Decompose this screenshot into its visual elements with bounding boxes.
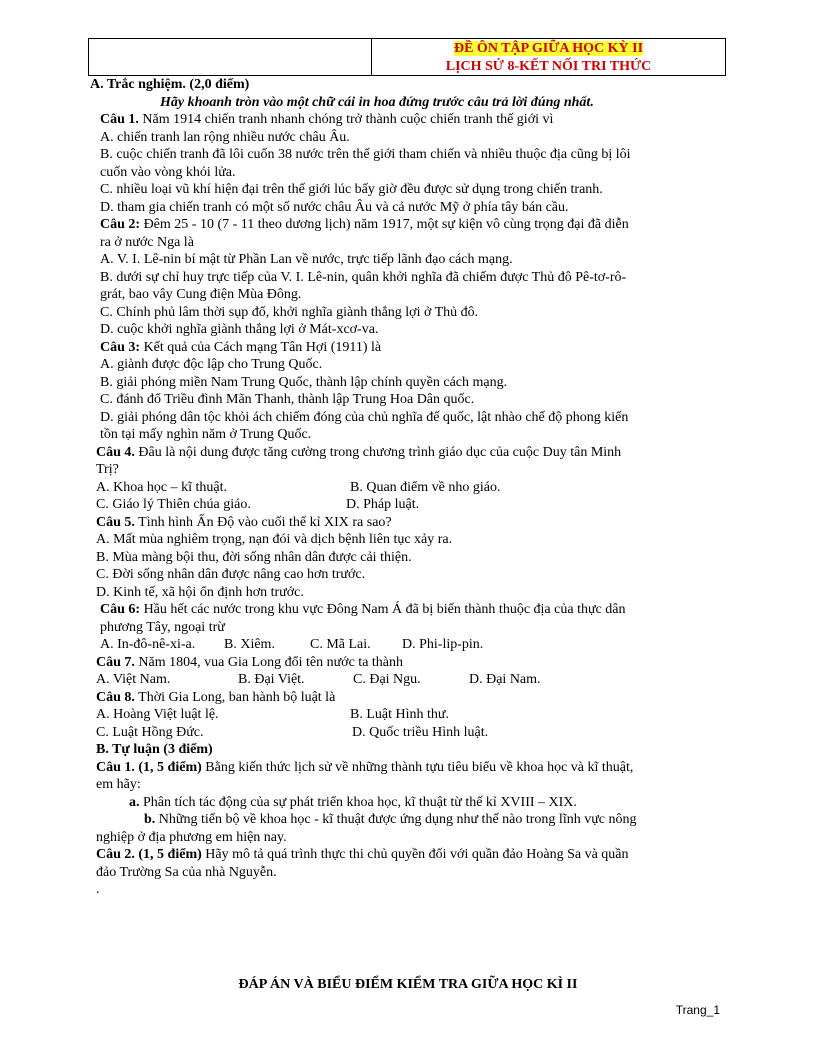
q7-option-b: B. Đại Việt.	[238, 672, 305, 687]
question-6-cont: phương Tây, ngoại trừ	[100, 619, 225, 635]
exam-title: ĐỀ ÔN TẬP GIỮA HỌC KỲ II	[453, 41, 644, 56]
q2-option-a: A. V. I. Lê-nin bí mật từ Phần Lan về nước, trực tiếp lãnh đạo cách mạng.	[100, 252, 513, 267]
question-label: Câu 3:	[100, 339, 141, 355]
q6-option-d: D. Phi-lip-pin.	[402, 637, 484, 652]
question-label: Câu 2:	[100, 217, 141, 232]
question-1	[100, 111, 722, 129]
question-2	[100, 216, 722, 234]
q2-option-b: B. dưới sự chỉ huy trực tiếp của V. I. Lê-nin, quân khởi nghĩa đã chiếm được Thủ đô Pê-tơ-rô-	[100, 269, 627, 285]
subject-title: LỊCH SỬ 8-KẾT NỐI TRI THỨC	[445, 59, 652, 74]
question-text: Thời Gia Long, ban hành bộ luật là	[134, 689, 336, 705]
q4-option-d: D. Pháp luật.	[346, 497, 420, 512]
q7-option-a: A. Việt Nam.	[96, 672, 171, 687]
question-7	[96, 654, 722, 672]
q3-option-a: A. giành được độc lập cho Trung Quốc.	[100, 357, 323, 372]
essay-question-1-cont: em hãy:	[96, 777, 141, 792]
essay-q1-part-b	[96, 811, 722, 829]
question-4	[96, 444, 722, 462]
q3-option-b: B. giải phóng miền Nam Trung Quốc, thành lập chính quyền cách mạng.	[100, 374, 508, 390]
question-text: Kết quả của Cách mạng Tân Hợi (1911) là	[140, 339, 382, 355]
exam-content	[90, 76, 722, 899]
q1-option-a: A. chiến tranh lan rộng nhiều nước châu Âu.	[100, 129, 350, 145]
q2-option-d: D. cuộc khởi nghĩa giành thắng lợi ở Mát-xcơ-va.	[100, 322, 379, 337]
q8-option-c: C. Luật Hồng Đức.	[96, 724, 204, 740]
question-label: Câu 7.	[96, 654, 135, 670]
q6-option-a: A. In-đô-nê-xi-a.	[100, 637, 196, 652]
section-a-instruction: Hãy khoanh tròn vào một chữ cái in hoa đứng trước câu trả lời đúng nhất.	[160, 94, 594, 110]
q8-option-d: D. Quốc triều Hình luật.	[352, 724, 489, 740]
question-6	[100, 601, 722, 619]
q6-option-c: C. Mã Lai.	[310, 637, 371, 652]
question-label: Câu 1.	[100, 112, 139, 127]
page-number: Trang_1	[675, 1003, 720, 1017]
section-b-title: B. Tự luận (3 điểm)	[96, 742, 213, 757]
part-label: b.	[144, 812, 156, 827]
header-right-cell	[372, 39, 726, 76]
question-text: Bằng kiến thức lịch sử về những thành tựu tiêu biểu về khoa học và kĩ thuật,	[201, 759, 634, 775]
essay-question-2-cont: đảo Trường Sa của nhà Nguyễn.	[96, 864, 277, 880]
answer-key-title: ĐÁP ÁN VÀ BIỂU ĐIỂM KIỂM TRA GIỮA HỌC KÌ II	[238, 977, 578, 992]
q1-option-d: D. tham gia chiến tranh có một số nước châu Âu và cả nước Mỹ ở phía tây bán cầu.	[100, 199, 569, 215]
q1-option-c: C. nhiều loại vũ khí hiện đại trên thế giới lúc bấy giờ đều được sử dụng trong chiến tranh.	[100, 182, 603, 197]
q6-option-b: B. Xiêm.	[224, 637, 275, 652]
q4-options-ab	[96, 479, 722, 497]
q4-options-cd	[96, 496, 722, 514]
question-label: Câu 2. (1, 5 điểm)	[96, 847, 202, 862]
question-text: Đêm 25 - 10 (7 - 11 theo dương lịch) năm 1917, một sự kiện vô cùng trọng đại đã diễn	[140, 217, 629, 232]
q2-option-b-cont: grát, bao vây Cung điện Mùa Đông.	[100, 287, 302, 302]
question-text: Hầu hết các nước trong khu vực Đông Nam Á đã bị biến thành thuộc địa của thực dân	[140, 602, 626, 617]
essay-q1-part-a	[96, 794, 722, 812]
header-left-cell	[89, 39, 372, 76]
q7-option-c: C. Đại Ngu.	[353, 672, 421, 687]
essay-q1-part-b-cont: nghiệp ở địa phương em hiện nay.	[96, 829, 287, 845]
q6-options	[100, 636, 722, 654]
question-text: Năm 1804, vua Gia Long đổi tên nước ta thành	[134, 654, 404, 670]
q7-option-d: D. Đại Nam.	[469, 672, 541, 687]
question-label: Câu 5.	[96, 514, 135, 530]
q8-options-ab	[96, 706, 722, 724]
question-5	[96, 514, 722, 532]
essay-question-1	[96, 759, 722, 777]
q4-option-b: B. Quan điểm về nho giáo.	[350, 479, 501, 495]
q1-option-b-cont: cuốn vào vòng khói lửa.	[100, 164, 236, 180]
part-text: Những tiến bộ về khoa học - kĩ thuật được ứng dụng như thế nào trong lĩnh vực nông	[155, 812, 637, 827]
q4-option-a: A. Khoa học – kĩ thuật.	[96, 479, 228, 495]
question-text: Tình hình Ấn Độ vào cuối thế kỉ XIX ra sao?	[134, 514, 392, 530]
q4-option-c: C. Giáo lý Thiên chúa giáo.	[96, 497, 251, 512]
q5-option-b: B. Mùa màng bội thu, đời sống nhân dân được cải thiện.	[96, 549, 412, 565]
question-label: Câu 8.	[96, 689, 135, 705]
question-label: Câu 4.	[96, 444, 135, 460]
q2-option-c: C. Chính phủ lâm thời sụp đổ, khởi nghĩa giành thắng lợi ở Thủ đô.	[100, 304, 479, 320]
section-a-title: A. Trắc nghiệm. (2,0 điểm)	[90, 77, 250, 92]
q5-option-d: D. Kinh tế, xã hội ổn định hơn trước.	[96, 584, 304, 600]
question-label: Câu 6:	[100, 602, 141, 617]
part-text: Phân tích tác động của sự phát triển khoa học, kĩ thuật từ thế kỉ XVIII – XIX.	[139, 794, 577, 810]
question-2-cont: ra ở nước Nga là	[100, 234, 194, 250]
trailing-dot: .	[96, 882, 100, 897]
q8-option-b: B. Luật Hình thư.	[350, 707, 449, 722]
q5-option-c: C. Đời sống nhân dân được nâng cao hơn trước.	[96, 567, 366, 582]
header-table	[88, 38, 726, 76]
question-8	[96, 689, 722, 707]
part-label: a.	[129, 794, 140, 810]
q8-options-cd	[96, 724, 722, 742]
q1-option-b: B. cuộc chiến tranh đã lôi cuốn 38 nước trên thế giới tham chiến và nhiều thuộc địa cũng bị lôi	[100, 147, 631, 162]
question-3	[100, 339, 722, 357]
q5-option-a: A. Mất mùa nghiêm trọng, nạn đói và dịch bệnh liên tục xảy ra.	[96, 532, 453, 547]
question-label: Câu 1. (1, 5 điểm)	[96, 759, 202, 775]
essay-question-2	[96, 846, 722, 864]
question-text: Đâu là nội dung được tăng cường trong chương trình giáo dục của cuộc Duy tân Minh	[134, 444, 622, 460]
q3-option-d: D. giải phóng dân tộc khỏi ách chiếm đóng của chủ nghĩa đế quốc, lật nhào chế độ phong kiến	[100, 409, 629, 425]
q7-options	[96, 671, 722, 689]
question-text: Hãy mô tả quá trình thực thi chủ quyền đối với quần đảo Hoàng Sa và quần	[201, 847, 629, 862]
q3-option-c: C. đánh đổ Triều đình Mãn Thanh, thành lập Trung Hoa Dân quốc.	[100, 392, 475, 407]
question-4-cont: Trị?	[96, 462, 119, 477]
q8-option-a: A. Hoàng Việt luật lệ.	[96, 707, 219, 722]
q3-option-d-cont: tồn tại mấy nghìn năm ở Trung Quốc.	[100, 427, 312, 442]
question-text: Năm 1914 chiến tranh nhanh chóng trở thành cuộc chiến tranh thế giới vì	[138, 112, 554, 127]
